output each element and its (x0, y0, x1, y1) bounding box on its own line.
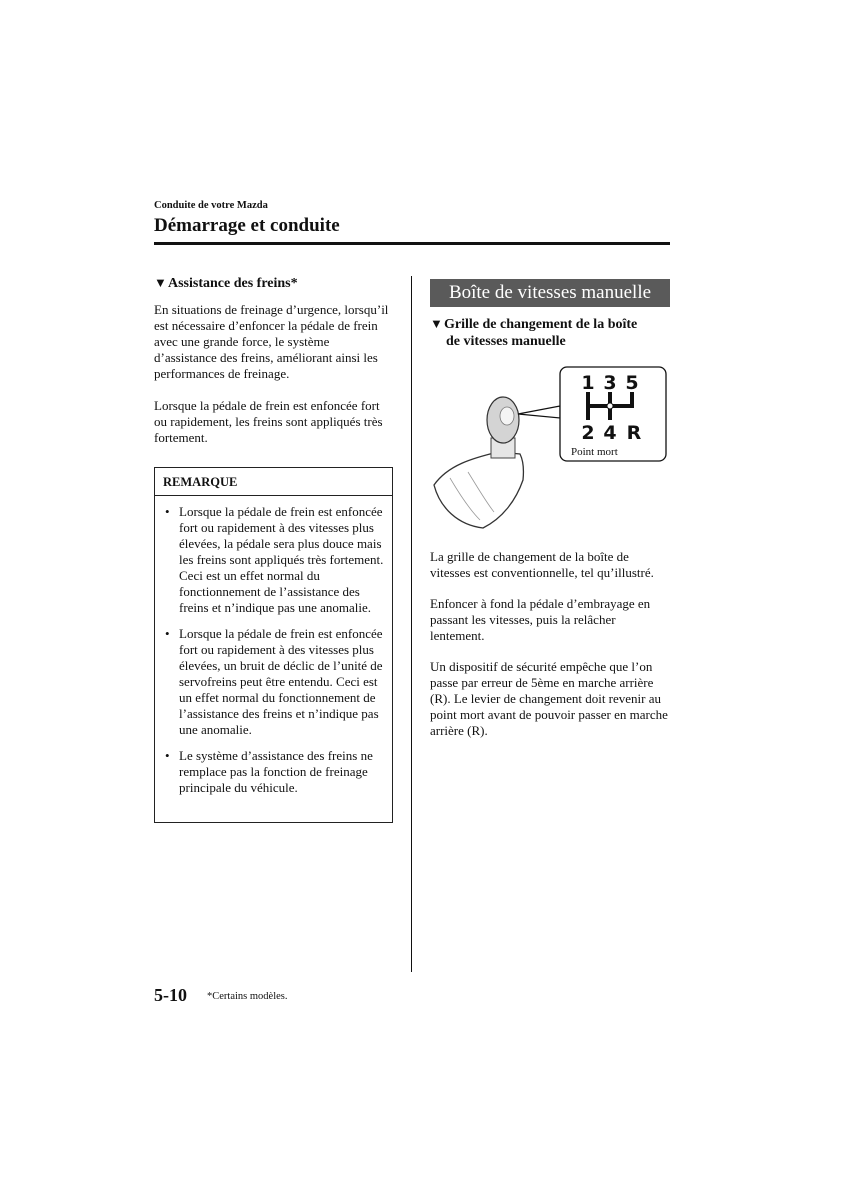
remark-title: REMARQUE (155, 468, 392, 496)
neutral-marker (607, 403, 613, 409)
shift-pattern-heading-line1: Grille de changement de la boîte (444, 317, 638, 332)
gear-label: 3 (603, 372, 617, 394)
callout-pointer (518, 406, 560, 418)
section-banner: Boîte de vitesses manuelle (430, 279, 670, 307)
page-number: 5-10 (154, 985, 187, 1005)
page-title: Démarrage et conduite (154, 215, 340, 236)
shift-pattern-text (430, 549, 670, 739)
remark-item-text: Lorsque la pédale de frein est enfoncée fort ou rapidement à des vitesses plus élevées, la pédale sera plus douce mais les freins sont appliqués très fortement. Ceci est un effet normal du fonctionnement de l’assistance des freins et n’indique pas une anomalie. (179, 504, 384, 615)
remark-list (155, 496, 392, 796)
shift-paragraph: Un dispositif de sécurité empêche que l’on passe par erreur de 5ème en marche arrière (R). Le levier de changement doit revenir au point mort avant de pouvoir passer en marche arrière (R). (430, 659, 668, 738)
remark-item (163, 504, 386, 616)
gear-label: 2 (581, 422, 595, 444)
remark-box (154, 467, 393, 823)
gear-label: 1 (581, 372, 595, 394)
triangle-marker-icon: ▼ (154, 275, 167, 290)
neutral-label: Point mort (571, 446, 618, 458)
bullet-icon: • (165, 504, 170, 519)
shift-pattern-heading (430, 315, 670, 350)
title-rule (154, 242, 670, 245)
remark-item (163, 748, 386, 796)
gear-label: 4 (603, 422, 617, 444)
triangle-marker-icon: ▼ (430, 316, 443, 331)
gear-label: R (626, 422, 642, 444)
bullet-icon: • (165, 748, 170, 763)
left-column (154, 274, 394, 446)
brake-assist-heading (154, 274, 394, 292)
shift-paragraph: La grille de changement de la boîte de vitesses est conventionnelle, tel qu’illustré. (430, 549, 654, 580)
remark-item (163, 626, 386, 738)
shift-paragraph: Enfoncer à fond la pédale d’embrayage en passant les vitesses, puis la relâcher lentement. (430, 596, 651, 643)
bullet-icon: • (165, 626, 170, 641)
brake-assist-paragraph: Lorsque la pédale de frein est enfoncée fort ou rapidement, les freins sont appliqués très fortement. (154, 398, 383, 445)
brake-assist-heading-text: Assistance des freins* (168, 276, 298, 291)
breadcrumb: Conduite de votre Mazda (154, 200, 268, 211)
shift-pattern-heading-line2: de vitesses manuelle (446, 334, 566, 349)
column-divider (411, 276, 412, 972)
shift-pattern-diagram (428, 360, 673, 535)
footnote: *Certains modèles. (207, 991, 288, 1002)
remark-item-text: Lorsque la pédale de frein est enfoncée fort ou rapidement à des vitesses plus élevées, un bruit de déclic de l’unité de servofreins peut être entendu. Ceci est un effet normal du fonctionnement de l’assistance des freins et n’indique pas une anomalie. (179, 626, 383, 737)
brake-assist-paragraph: En situations de freinage d’urgence, lorsqu’il est nécessaire d’enfoncer la pédale de frein avec une grande force, le système d’assistance des freins, améliorant ainsi les performances de freinage. (154, 302, 389, 381)
gear-label: 5 (625, 372, 639, 394)
remark-item-text: Le système d’assistance des freins ne remplace pas la fonction de freinage principale du véhicule. (179, 748, 373, 795)
knob-pattern-icon (500, 407, 514, 425)
